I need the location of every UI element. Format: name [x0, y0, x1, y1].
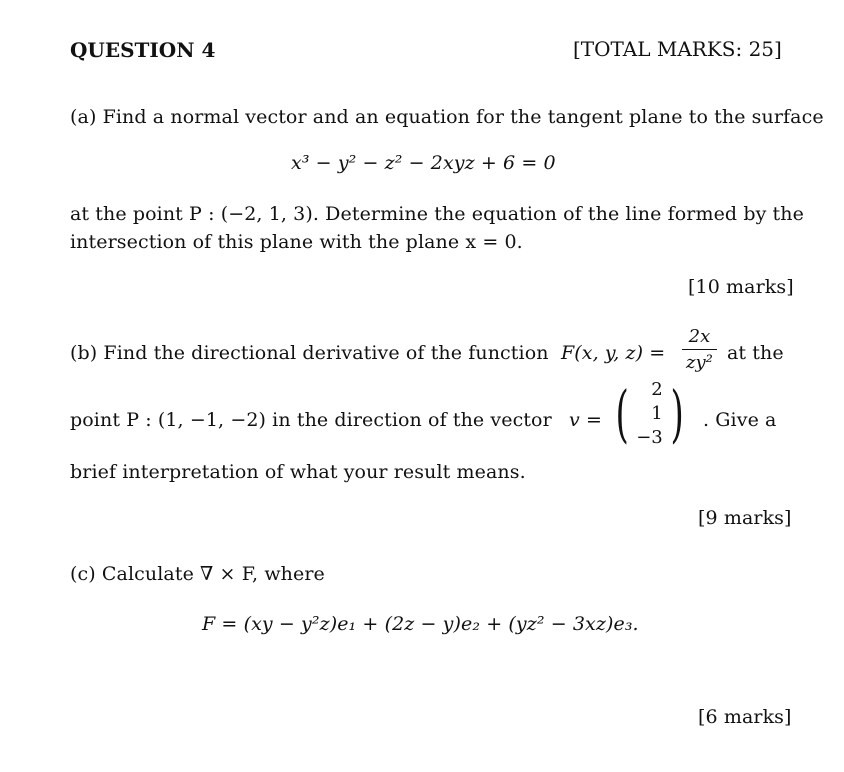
part-b-function-lhs: F(x, y, z) = — [561, 342, 666, 364]
vector-entry-1: 2 — [651, 379, 663, 400]
part-b-line2-prefix: point P : (1, −1, −2) in the direction of the vector — [70, 409, 552, 431]
part-b-column-vector — [610, 378, 689, 450]
part-a-marks: [10 marks] — [688, 276, 794, 298]
part-c-equation: F = (xy − y²z)e₁ + (2z − y)e₂ + (yz² − 3xz)e₃. — [202, 613, 639, 635]
part-b-line1-prefix: (b) Find the directional derivative of the function — [70, 342, 549, 364]
part-b-fraction — [682, 326, 717, 373]
fraction-denominator: zy² — [686, 352, 713, 373]
part-a-line1: (a) Find a normal vector and an equation for the tangent plane to the surface — [70, 106, 824, 128]
total-marks: [TOTAL MARKS: 25] — [573, 37, 782, 61]
fraction-numerator: 2x — [682, 326, 717, 350]
question-title: QUESTION 4 — [70, 38, 216, 62]
part-c-marks: [6 marks] — [698, 706, 792, 728]
part-a-line2: at the point P : (−2, 1, 3). Determine the equation of the line formed by the — [70, 203, 804, 225]
part-b-line2-suffix: . Give a — [703, 409, 777, 431]
part-a-line3: intersection of this plane with the plane x = 0. — [70, 231, 523, 253]
part-b-line1-suffix: at the — [727, 342, 784, 364]
right-paren-icon: ) — [670, 377, 684, 450]
part-c-line1: (c) Calculate ∇ × F, where — [70, 563, 325, 585]
part-b-vector-name — [569, 409, 602, 431]
vector-entry-2: 1 — [651, 403, 663, 424]
vector-v-symbol: v = — [569, 409, 602, 431]
vector-entry-3: −3 — [636, 427, 663, 448]
part-a-equation: x³ − y² − z² − 2xyz + 6 = 0 — [291, 152, 556, 174]
part-b-line3: brief interpretation of what your result means. — [70, 461, 526, 483]
left-paren-icon: ( — [615, 377, 629, 450]
part-b-marks: [9 marks] — [698, 507, 792, 529]
